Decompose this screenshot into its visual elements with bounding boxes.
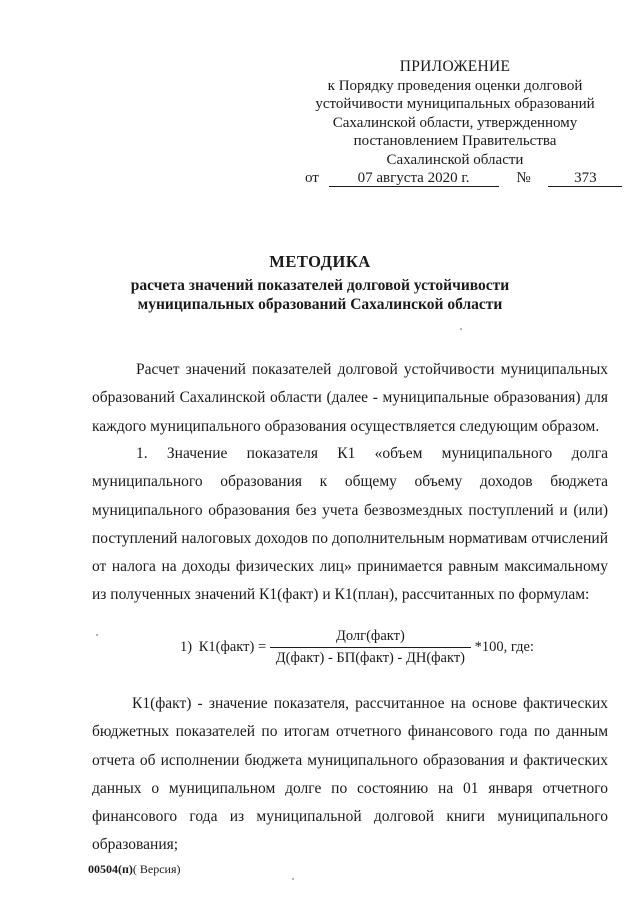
appendix-line: постановлением Правительства <box>353 133 557 150</box>
appendix-line: к Порядку проведения оценки долговой <box>327 77 583 94</box>
scan-speck <box>460 328 462 330</box>
formula-1 <box>180 628 534 667</box>
item-1-paragraph: 1. Значение показателя К1 «объем муниципального долга муниципального образования к общему объему доходов бюджета муниципального образования без учета безвозмездных поступлений и (или) поступлений налоговых доходов по дополнительным нормативам отчислений от налога на доходы физических лиц» принимается равным максимальному из полученных значений К1(факт) и К1(план), рассчитанных по формулам: <box>92 445 608 604</box>
appendix-date: 07 августа 2020 г. <box>329 170 499 187</box>
document-subtitle-line: муниципальных образований Сахалинской области <box>137 296 503 313</box>
appendix-title: ПРИЛОЖЕНИЕ <box>399 58 511 75</box>
document-title: МЕТОДИКА <box>269 252 371 271</box>
formula-fraction <box>270 628 471 667</box>
scan-speck <box>96 634 98 636</box>
appendix-line: устойчивости муниципальных образований <box>315 96 595 113</box>
appendix-block <box>300 58 610 170</box>
date-prefix: от <box>305 170 319 186</box>
scan-speck <box>292 878 294 880</box>
definition-paragraph: К1(факт) - значение показателя, рассчитанное на основе фактических бюджетных показателей по итогам отчетного финансового года по данным отчета об исполнении бюджета муниципального образования и фактических данных о муниципальном долге по состоянию на 01 января отчетного финансового года из муниципальной долговой книги муниципального образования; <box>92 695 608 854</box>
document-subtitle-line: расчета значений показателей долговой устойчивости <box>130 277 510 294</box>
document-version: ( Версия) <box>132 862 181 876</box>
formula-suffix: *100, где: <box>474 639 534 655</box>
appendix-date-line <box>305 170 622 187</box>
formula-number: 1) <box>180 639 193 655</box>
intro-paragraph: Расчет значений показателей долговой устойчивости муниципальных образований Сахалинской области (далее - муниципальные образования) для каждого муниципального образования осуществляется следующим образом. <box>92 361 608 435</box>
number-sign: № <box>516 170 531 186</box>
document-footer <box>88 862 181 877</box>
appendix-line: Сахалинской области, утвержденному <box>332 114 578 131</box>
formula-lhs: К1(факт) = <box>198 639 267 655</box>
formula-numerator: Долг(факт) <box>270 628 471 648</box>
document-heading <box>0 252 640 314</box>
appendix-number: 373 <box>548 170 622 187</box>
appendix-line: Сахалинской области <box>386 151 524 168</box>
formula-denominator: Д(факт) - БП(факт) - ДН(факт) <box>275 650 465 666</box>
document-code: 00504(п) <box>88 862 133 876</box>
